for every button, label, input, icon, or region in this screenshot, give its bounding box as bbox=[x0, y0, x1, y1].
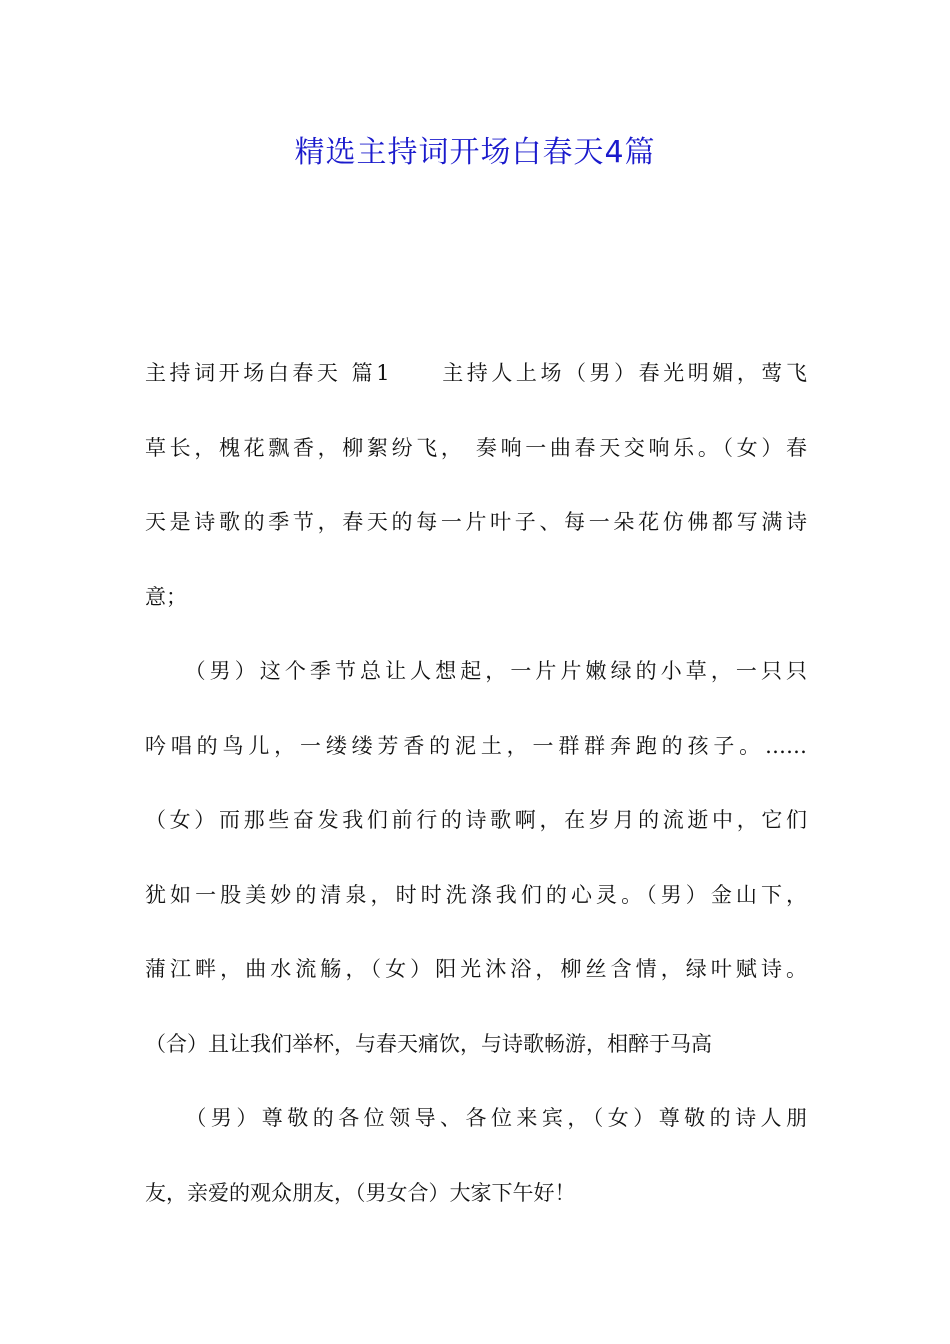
body-line: 天是诗歌的季节，春天的每一片叶子、每一朵花仿佛都写满诗 bbox=[145, 510, 807, 534]
body-line: （女）而那些奋发我们前行的诗歌啊，在岁月的流逝中，它们 bbox=[145, 808, 807, 832]
document-body bbox=[145, 336, 807, 1230]
body-line: 犹如一股美妙的清泉，时时洗涤我们的心灵。（男）金山下， bbox=[145, 882, 807, 907]
body-line: 意； bbox=[145, 584, 187, 609]
body-line: 草长，槐花飘香，柳絮纷飞， 奏响一曲春天交响乐。（女）春 bbox=[145, 435, 807, 460]
body-line: 主持词开场白春天 篇1 主持人上场（男）春光明媚，莺飞 bbox=[145, 361, 807, 385]
body-line: （合）且让我们举杯，与春天痛饮，与诗歌畅游，相醉于马高 bbox=[145, 1031, 712, 1056]
body-line: （男）尊敬的各位领导、各位来宾，（女）尊敬的诗人朋 bbox=[145, 1106, 807, 1130]
body-line: 友，亲爱的观众朋友，（男女合）大家下午好！ bbox=[145, 1180, 576, 1205]
document-title: 精选主持词开场白春天4篇 bbox=[294, 135, 656, 170]
body-line: 蒲江畔，曲水流觞，（女）阳光沐浴，柳丝含情，绿叶赋诗。 bbox=[145, 957, 807, 981]
body-line: 吟唱的鸟儿，一缕缕芳香的泥土，一群群奔跑的孩子。…… bbox=[145, 733, 807, 758]
body-line: （男）这个季节总让人想起，一片片嫩绿的小草，一只只 bbox=[145, 659, 807, 683]
